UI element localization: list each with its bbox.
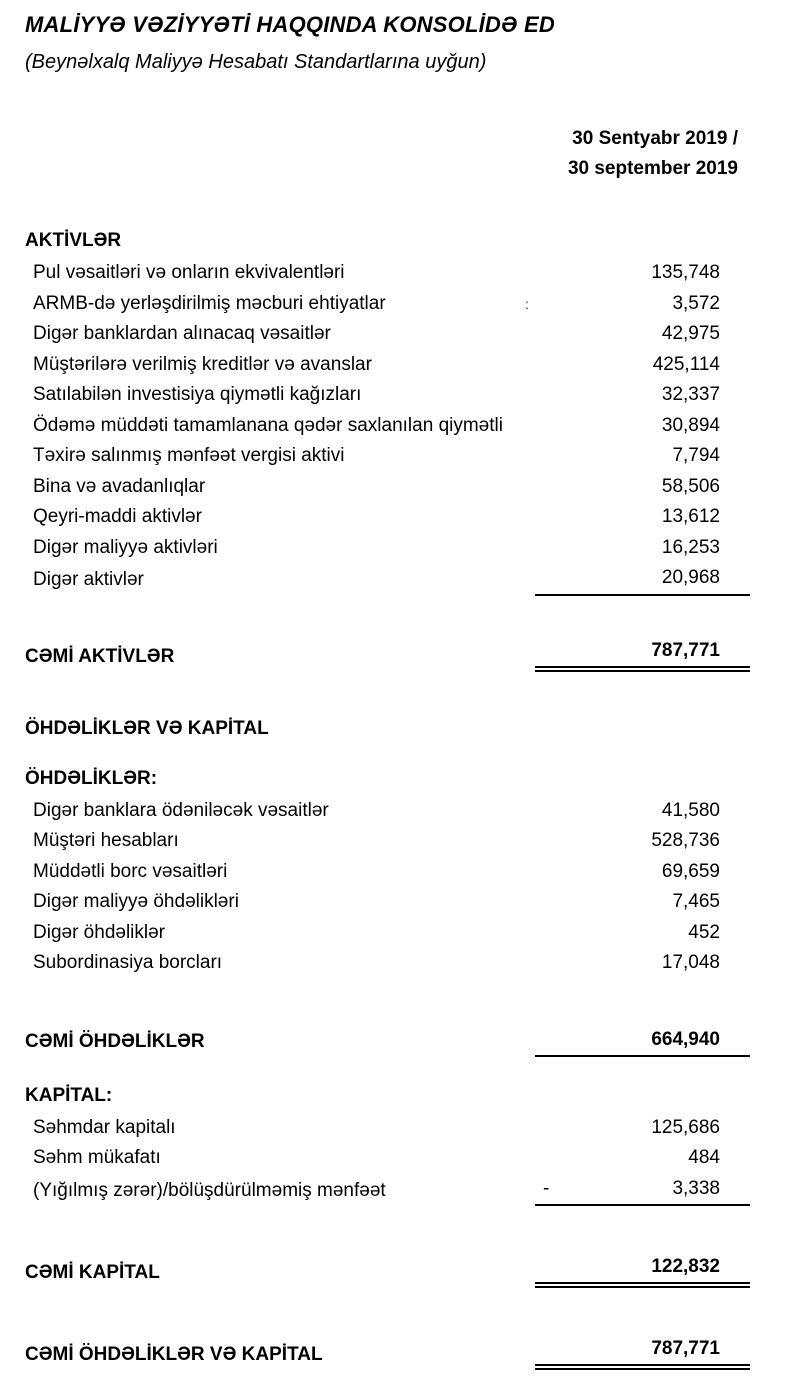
row-value-cell bbox=[535, 918, 750, 949]
row-value-cell bbox=[535, 289, 750, 320]
row-label: Səhm mükafatı bbox=[33, 1147, 161, 1168]
table-row bbox=[25, 472, 750, 503]
row-value: 58,506 bbox=[661, 475, 720, 497]
section-heading-capital: KAPİTAL: bbox=[25, 1084, 113, 1106]
table-row bbox=[25, 258, 750, 289]
section-heading-liabilities-and-capital: ÖHDƏLİKLƏR VƏ KAPİTAL bbox=[25, 717, 269, 739]
row-label: (Yığılmış zərər)/bölüşdürülməmiş mənfəət bbox=[33, 1179, 386, 1201]
row-value-cell bbox=[535, 796, 750, 827]
row-value: 135,748 bbox=[651, 262, 720, 283]
row-value-cell bbox=[535, 1143, 750, 1174]
row-value-cell bbox=[535, 411, 750, 442]
total-row-liabilities bbox=[25, 1025, 750, 1057]
row-value: 16,253 bbox=[661, 536, 720, 558]
row-value: 30,894 bbox=[661, 414, 720, 436]
row-label: Satılabilən investisiya qiymətli kağızları bbox=[33, 384, 362, 405]
row-value-cell bbox=[535, 502, 750, 533]
footnote-mark: : bbox=[525, 295, 529, 312]
row-value: 452 bbox=[688, 921, 720, 943]
page-title: MALİYYƏ VƏZİYYƏTİ HAQQINDA KONSOLİDƏ ED bbox=[25, 12, 555, 37]
table-row bbox=[25, 1113, 750, 1144]
total-label: CƏMİ ÖHDƏLİKLƏR bbox=[25, 1030, 205, 1052]
total-row-capital bbox=[25, 1252, 750, 1288]
total-value: 787,771 bbox=[651, 639, 720, 661]
table-row bbox=[25, 563, 750, 596]
row-label: Ödəmə müddəti tamamlanana qədər saxlanılan qiymətli bbox=[33, 414, 503, 436]
table-row bbox=[25, 887, 750, 918]
total-row-assets bbox=[25, 636, 750, 672]
row-label: Bina və avadanlıqlar bbox=[33, 475, 206, 497]
row-label: Təxirə salınmış mənfəət vergisi aktivi bbox=[33, 445, 345, 466]
section-heading-liabilities: ÖHDƏLİKLƏR: bbox=[25, 767, 158, 789]
total-value-cell bbox=[535, 636, 750, 672]
row-value: 41,580 bbox=[661, 799, 720, 821]
table-row bbox=[25, 1143, 750, 1174]
row-value: 7,465 bbox=[672, 891, 720, 912]
row-value-cell bbox=[535, 948, 750, 979]
row-label: Pul vəsaitləri və onların ekvivalentləri bbox=[33, 262, 345, 283]
table-row bbox=[25, 289, 750, 320]
total-value: 664,940 bbox=[651, 1028, 720, 1050]
period-line-2: 30 september 2019 bbox=[567, 158, 738, 179]
row-label: Digər aktivlər bbox=[33, 569, 144, 590]
section-heading-assets: AKTİVLƏR bbox=[25, 230, 122, 251]
table-row bbox=[25, 918, 750, 949]
row-label: Müştərilərə verilmiş kreditlər və avanslar bbox=[33, 353, 372, 375]
row-value: 69,659 bbox=[661, 860, 720, 882]
row-label: Subordinasiya borcları bbox=[33, 952, 223, 973]
row-value-cell bbox=[535, 319, 750, 350]
table-row bbox=[25, 948, 750, 979]
row-label: Səhmdar kapitalı bbox=[33, 1116, 176, 1138]
row-label: Müddətli borc vəsaitləri bbox=[33, 860, 228, 882]
minus-sign: - bbox=[543, 1177, 550, 1199]
row-value-cell bbox=[535, 857, 750, 888]
total-value-cell bbox=[535, 1025, 750, 1057]
period-column-header bbox=[25, 124, 750, 184]
page-subtitle: (Beynəlxalq Maliyyə Hesabatı Standartlarına uyğun) bbox=[25, 51, 487, 73]
table-row bbox=[25, 826, 750, 857]
row-value-cell bbox=[535, 563, 750, 596]
total-label: CƏMİ AKTİVLƏR bbox=[25, 645, 175, 667]
total-row-liabilities-and-capital bbox=[25, 1334, 750, 1370]
total-label: CƏMİ KAPİTAL bbox=[25, 1262, 160, 1283]
total-label: CƏMİ ÖHDƏLİKLƏR VƏ KAPİTAL bbox=[25, 1344, 323, 1365]
row-value: 125,686 bbox=[651, 1116, 720, 1138]
table-row bbox=[25, 411, 750, 442]
row-value: 484 bbox=[688, 1147, 720, 1168]
row-value-cell bbox=[535, 380, 750, 411]
row-label: ARMB-də yerləşdirilmiş məcburi ehtiyatlar bbox=[33, 292, 386, 314]
row-value-cell bbox=[535, 826, 750, 857]
row-value-cell bbox=[535, 887, 750, 918]
table-row bbox=[25, 796, 750, 827]
table-row bbox=[25, 319, 750, 350]
row-label: Müştəri hesabları bbox=[33, 830, 179, 851]
row-value: 3,338 bbox=[672, 1177, 720, 1199]
row-value: 425,114 bbox=[652, 353, 720, 375]
row-value: 17,048 bbox=[661, 952, 720, 973]
row-value-cell bbox=[535, 533, 750, 564]
table-row bbox=[25, 441, 750, 472]
row-label: Digər maliyyə aktivləri bbox=[33, 536, 218, 558]
row-value: 528,736 bbox=[651, 830, 720, 851]
row-value: 13,612 bbox=[661, 506, 720, 527]
total-value-cell bbox=[535, 1334, 750, 1370]
table-row bbox=[25, 350, 750, 381]
row-value-cell bbox=[535, 1174, 750, 1207]
row-label: Digər banklardan alınacaq vəsaitlər bbox=[33, 323, 331, 344]
total-value-cell bbox=[535, 1252, 750, 1288]
row-value: 32,337 bbox=[661, 384, 720, 405]
row-label: Digər maliyyə öhdəlikləri bbox=[33, 891, 239, 912]
row-value: 7,794 bbox=[672, 445, 720, 466]
row-value-cell bbox=[535, 472, 750, 503]
table-row bbox=[25, 857, 750, 888]
row-value: 42,975 bbox=[661, 323, 720, 344]
table-row bbox=[25, 1174, 750, 1207]
row-label: Digər öhdəliklər bbox=[33, 921, 166, 943]
row-value-cell bbox=[535, 258, 750, 289]
row-label: Qeyri-maddi aktivlər bbox=[33, 506, 202, 527]
table-row bbox=[25, 502, 750, 533]
table-row bbox=[25, 533, 750, 564]
row-value-cell bbox=[535, 441, 750, 472]
row-label: Digər banklara ödəniləcək vəsaitlər bbox=[33, 799, 329, 821]
total-value: 787,771 bbox=[651, 1338, 720, 1359]
row-value-cell bbox=[535, 1113, 750, 1144]
row-value: 3,572 bbox=[672, 292, 720, 314]
row-value: 20,968 bbox=[661, 567, 720, 588]
table-row bbox=[25, 380, 750, 411]
total-value: 122,832 bbox=[651, 1256, 720, 1277]
period-line-1: 30 Sentyabr 2019 / bbox=[572, 128, 738, 149]
row-value-cell bbox=[535, 350, 750, 381]
